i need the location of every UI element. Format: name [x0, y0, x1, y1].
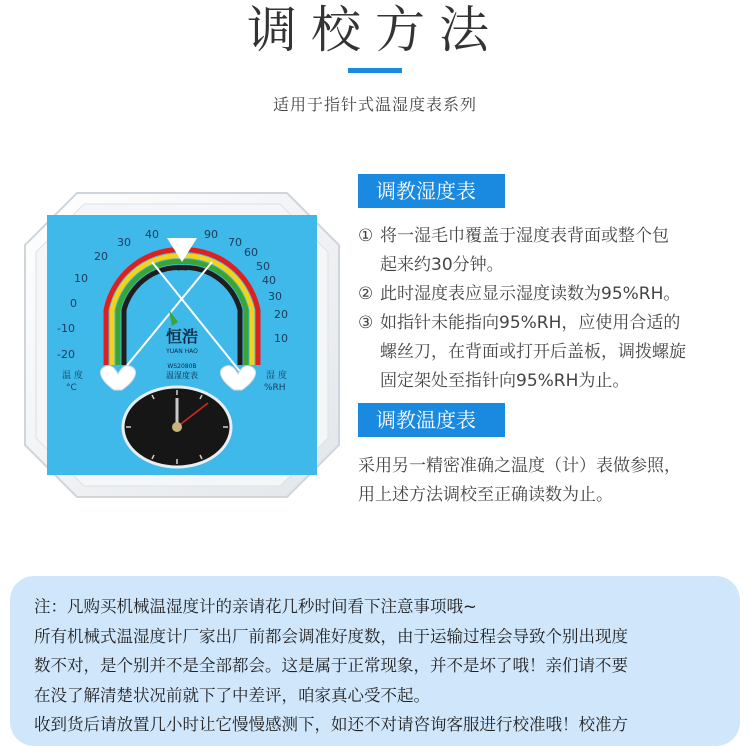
- step-item: [358, 309, 738, 396]
- humidity-unit: %RH: [264, 383, 286, 393]
- temp-tick: -20: [57, 348, 75, 361]
- hygrometer-image: [22, 190, 342, 500]
- step-number: ②: [358, 284, 374, 304]
- step-number: ③: [358, 313, 374, 333]
- step-text: 将一湿毛巾覆盖于湿度表背面或整个包: [380, 226, 669, 246]
- temp-label: 温 度: [62, 371, 83, 381]
- temperature-instructions: [358, 452, 738, 510]
- humidity-tick: 90: [204, 228, 218, 241]
- temperature-calibration-heading: 调教温度表: [358, 403, 505, 437]
- humidity-label: 湿 度: [266, 371, 287, 381]
- step-text: 如指针未能指向95%RH，应使用合适的: [380, 313, 681, 333]
- humidity-tick: 70: [228, 236, 242, 249]
- step-text: 此时湿度表应显示湿度读数为95%RH。: [380, 284, 681, 304]
- temp-tick: 30: [117, 236, 131, 249]
- humidity-tick: 20: [274, 308, 288, 321]
- humidity-tick: 10: [274, 332, 288, 345]
- title-underline: [348, 68, 402, 73]
- page-subtitle: 适用于指针式温湿度表系列: [272, 95, 477, 114]
- humidity-calibration-heading: 调教湿度表: [358, 174, 505, 208]
- notice-text: [34, 592, 734, 740]
- step-text: 固定架处至指针向95%RH为止。: [380, 371, 630, 391]
- instruction-line: 用上述方法调校至正确读数为止。: [358, 485, 613, 505]
- instruction-line: 采用另一精密准确之温度（计）表做参照，: [358, 456, 681, 476]
- brand-logo: 恒浩: [165, 327, 199, 346]
- step-number: ①: [358, 226, 374, 246]
- step-item: [358, 222, 738, 280]
- notice-line: 数不对，是个别并不是全部都会。这是属于正常现象，并不是坏了哦！亲们请不要: [34, 656, 628, 675]
- product-label: 温湿度表: [166, 371, 198, 380]
- page-title: 调校方法: [247, 1, 503, 59]
- temp-tick: 10: [74, 272, 88, 285]
- model-number: WS2080B: [167, 363, 197, 370]
- notice-line: 在没了解清楚状况前就下了中差评，咱家真心受不起。: [34, 685, 430, 705]
- step-item: [358, 280, 738, 309]
- brand-pinyin: YUAN HAO: [166, 348, 198, 355]
- humidity-steps: [358, 222, 738, 396]
- humidity-tick: 30: [268, 290, 282, 303]
- notice-line: 注：凡购买机械温湿度计的亲请花几秒时间看下注意事项哦~: [34, 597, 477, 616]
- temp-tick: -10: [57, 322, 75, 335]
- notice-line: 收到货后请放置几小时让它慢慢感测下，如还不对请咨询客服进行校准哦！校准方: [34, 715, 628, 734]
- temp-tick: 20: [94, 250, 108, 263]
- humidity-tick: 60: [244, 246, 258, 259]
- humidity-tick: 50: [256, 260, 270, 273]
- step-text: 起来约30分钟。: [380, 255, 504, 275]
- temp-tick: 0: [70, 297, 77, 310]
- humidity-tick: 40: [262, 274, 276, 287]
- step-text: 螺丝刀，在背面或打开后盖板，调拨螺旋: [380, 342, 686, 362]
- temp-unit: °C: [66, 383, 77, 393]
- notice-line: 所有机械式温湿度计厂家出厂前都会调准好度数，由于运输过程会导致个别出现度: [34, 626, 628, 646]
- temp-tick: 40: [145, 228, 159, 241]
